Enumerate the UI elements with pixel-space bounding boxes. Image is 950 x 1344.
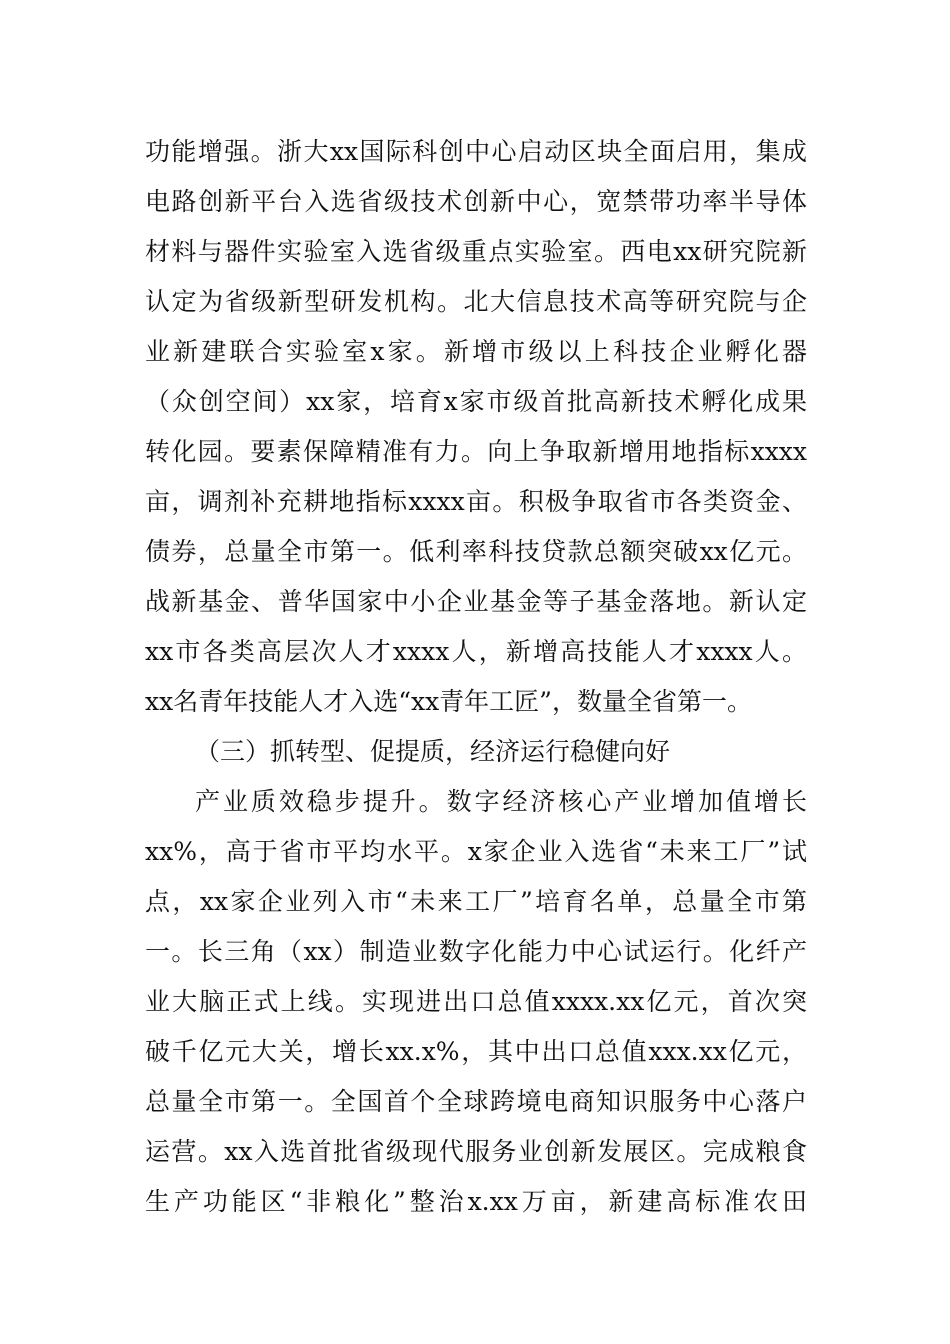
paragraph-line-18: 业大脑正式上线。实现进出口总值xxxx.xx亿元，首次突 (145, 987, 807, 1016)
paragraph-line-6: （众创空间）xx家，培育x家市级首批高新技术孵化成果 (145, 387, 807, 416)
paragraph-line-3: 材料与器件实验室入选省级重点实验室。西电xx研究院新 (145, 237, 807, 266)
paragraph-line-1: 功能增强。浙大xx国际科创中心启动区块全面启用，集成 (145, 137, 807, 166)
paragraph-line-19: 破千亿元大关，增长xx.x%，其中出口总值xxx.xx亿元， (145, 1037, 807, 1066)
paragraph-line-5: 业新建联合实验室x家。新增市级以上科技企业孵化器 (145, 337, 807, 366)
paragraph-line-9: 债券，总量全市第一。低利率科技贷款总额突破xx亿元。 (145, 537, 807, 566)
paragraph-line-10: 战新基金、普华国家中小企业基金等子基金落地。新认定 (145, 587, 807, 616)
paragraph-line-11: xx市各类高层次人才xxxx人，新增高技能人才xxxx人。 (145, 637, 807, 666)
paragraph-line-21: 运营。xx入选首批省级现代服务业创新发展区。完成粮食 (145, 1137, 807, 1166)
paragraph-line-14: 产业质效稳步提升。数字经济核心产业增加值增长 (195, 787, 807, 816)
paragraph-line-8: 亩，调剂补充耕地指标xxxx亩。积极争取省市各类资金、 (145, 487, 807, 516)
paragraph-line-20: 总量全市第一。全国首个全球跨境电商知识服务中心落户 (145, 1087, 807, 1116)
section-heading: （三）抓转型、促提质，经济运行稳健向好 (195, 737, 671, 766)
paragraph-line-12: xx名青年技能人才入选“xx青年工匠”，数量全省第一。 (145, 687, 752, 716)
paragraph-line-22: 生产功能区“非粮化”整治x.xx万亩，新建高标准农田 (145, 1187, 807, 1216)
paragraph-line-2: 电路创新平台入选省级技术创新中心，宽禁带功率半导体 (145, 187, 807, 216)
paragraph-line-17: 一。长三角（xx）制造业数字化能力中心试运行。化纤产 (145, 937, 807, 966)
paragraph-line-4: 认定为省级新型研发机构。北大信息技术高等研究院与企 (145, 287, 807, 316)
paragraph-line-16: 点，xx家企业列入市“未来工厂”培育名单，总量全市第 (145, 887, 807, 916)
paragraph-line-15: xx%，高于省市平均水平。x家企业入选省“未来工厂”试 (145, 837, 807, 866)
paragraph-line-7: 转化园。要素保障精准有力。向上争取新增用地指标xxxx (145, 437, 807, 466)
